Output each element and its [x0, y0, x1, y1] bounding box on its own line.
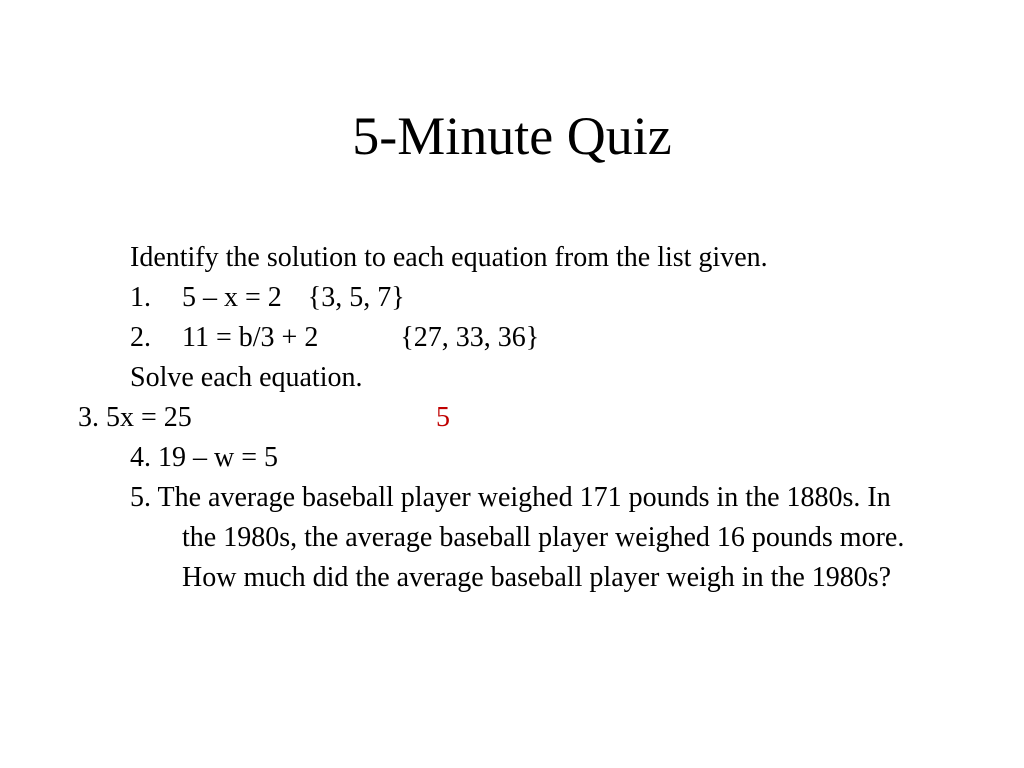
slide-title: 5-Minute Quiz: [352, 106, 672, 166]
slide-body: [78, 238, 930, 598]
question-2-number: 2.: [130, 322, 151, 353]
question-1-number: 1.: [130, 282, 151, 313]
instructions-identify: Identify the solution to each equation from the list given.: [130, 242, 768, 273]
question-3-answer: 5: [436, 402, 450, 433]
question-1: [130, 278, 930, 318]
question-2-equation: 11 = b/3 + 2: [182, 322, 319, 353]
question-1-equation: 5 – x = 2: [182, 282, 282, 313]
instructions-solve: Solve each equation.: [130, 362, 363, 393]
question-3-text: 3. 5x = 25: [78, 402, 192, 433]
question-5: 5. The average baseball player weighed 171 pounds in the 1880s. In the 1980s, the average baseball player weighed 16 pounds more. How much did the average baseball player weigh in the 1980s?: [130, 482, 905, 593]
question-1-options: {3, 5, 7}: [307, 282, 405, 313]
question-4: 4. 19 – w = 5: [130, 442, 279, 473]
question-2-options: {27, 33, 36}: [400, 322, 540, 353]
question-2: [130, 318, 930, 358]
question-3: [78, 398, 930, 438]
